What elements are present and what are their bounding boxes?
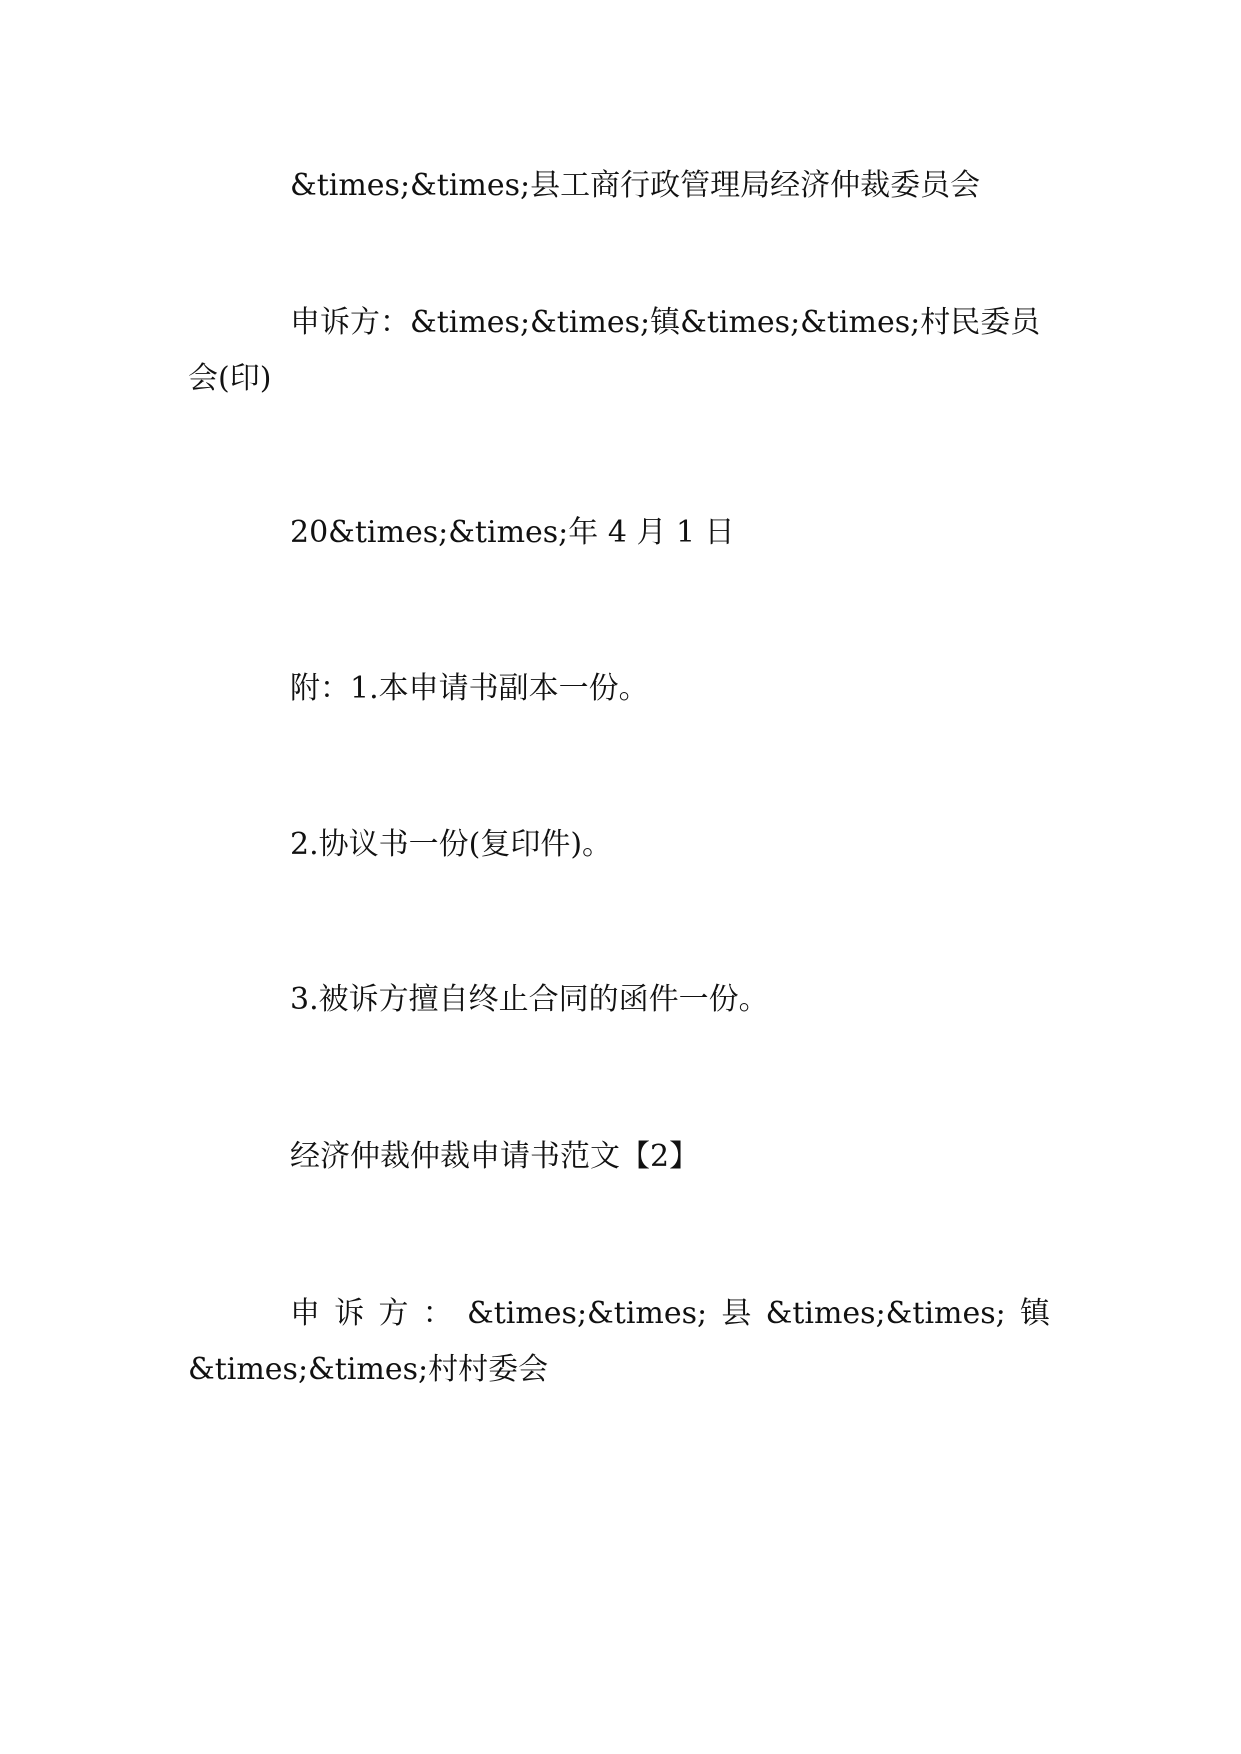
paragraph-date: 20&times;&times;年 4 月 1 日 [290,515,735,550]
paragraph-attachment-3: 3.被诉方擅自终止合同的函件一份。 [290,982,769,1017]
paragraph-complainant-2-line-1 [290,1285,1050,1343]
text-segment: &times;&times; [467,1296,708,1331]
paragraph-arbitration-committee: &times;&times;县工商行政管理局经济仲裁委员会 [290,168,981,203]
text-segment: 诉 [334,1296,365,1331]
text-segment: ： [422,1296,453,1331]
text-segment: 县 [721,1296,752,1331]
text-segment: &times;&times; [765,1296,1006,1331]
text-segment: 申 [290,1296,320,1331]
paragraph-attachment-2: 2.协议书一份(复印件)。 [290,827,613,862]
paragraph-complainant-2-line-2: &times;&times;村村委会 [188,1352,549,1387]
text-segment: 方 [378,1296,409,1331]
paragraph-attachment-1: 附：1.本申请书副本一份。 [290,671,649,706]
section-heading: 经济仲裁仲裁申请书范文【2】 [290,1139,700,1174]
text-segment: 镇 [1020,1296,1050,1331]
paragraph-complainant-line-2: 会(印) [188,361,272,396]
paragraph-complainant-line-1: 申诉方：&times;&times;镇&times;&times;村民委员 [290,305,1041,340]
